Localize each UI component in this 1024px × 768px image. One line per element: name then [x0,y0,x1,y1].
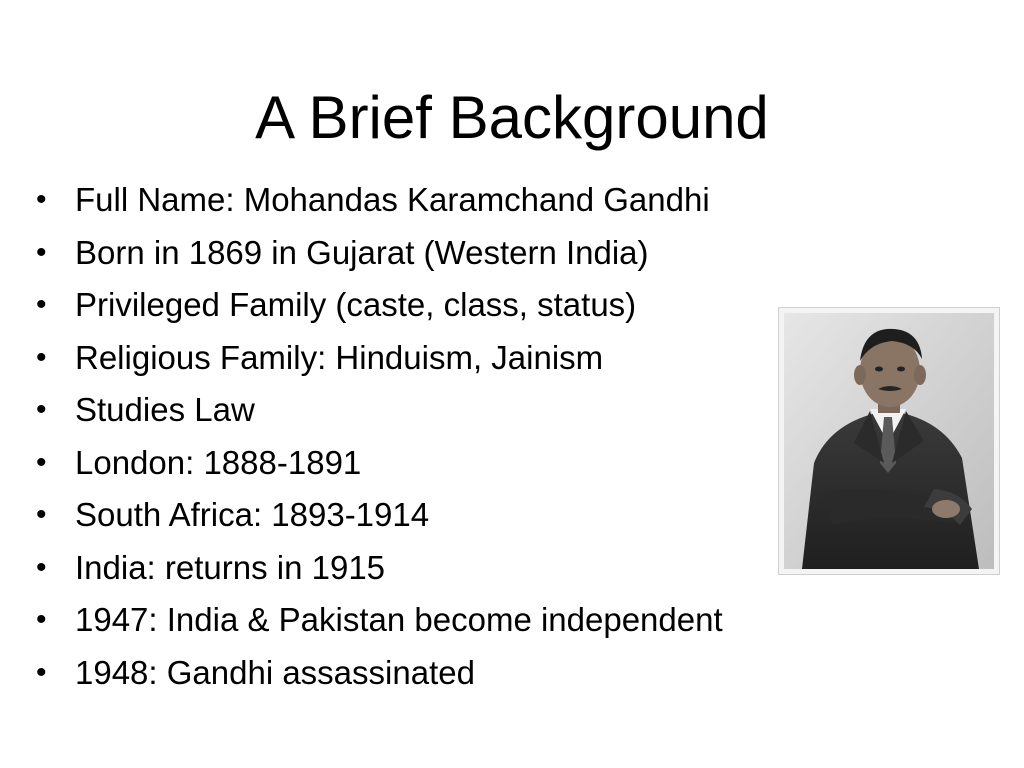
list-item [36,489,896,542]
bullet-icon: • [36,288,47,322]
list-item [36,437,896,490]
bullet-text: 1948: Gandhi assassinated [75,653,475,691]
bullet-text: South Africa: 1893-1914 [75,496,430,534]
bullet-text: London: 1888-1891 [75,443,362,481]
bullet-list [36,174,896,699]
bullet-icon: • [36,393,47,427]
bullet-icon: • [36,603,47,637]
bullet-icon: • [36,445,47,479]
portrait-photo-icon [784,313,994,569]
list-item [36,174,896,227]
bullet-text: Privileged Family (caste, class, status) [75,286,637,324]
bullet-icon: • [36,340,47,374]
portrait-photo [778,307,1000,575]
bullet-text: Studies Law [75,391,255,429]
list-item [36,647,896,700]
bullet-icon: • [36,550,47,584]
bullet-icon: • [36,235,47,269]
bullet-text: Full Name: Mohandas Karamchand Gandhi [75,181,710,219]
bullet-icon: • [36,655,47,689]
bullet-icon: • [36,183,47,217]
bullet-text: India: returns in 1915 [75,548,386,586]
bullet-icon: • [36,498,47,532]
list-item [36,279,896,332]
list-item [36,594,896,647]
list-item [36,542,896,595]
list-item [36,227,896,280]
bullet-text: Born in 1869 in Gujarat (Western India) [75,233,649,271]
list-item [36,384,896,437]
bullet-text: 1947: India & Pakistan become independent [75,601,723,639]
bullet-text: Religious Family: Hinduism, Jainism [75,338,604,376]
list-item [36,332,896,385]
slide-title: A Brief Background [255,84,769,151]
